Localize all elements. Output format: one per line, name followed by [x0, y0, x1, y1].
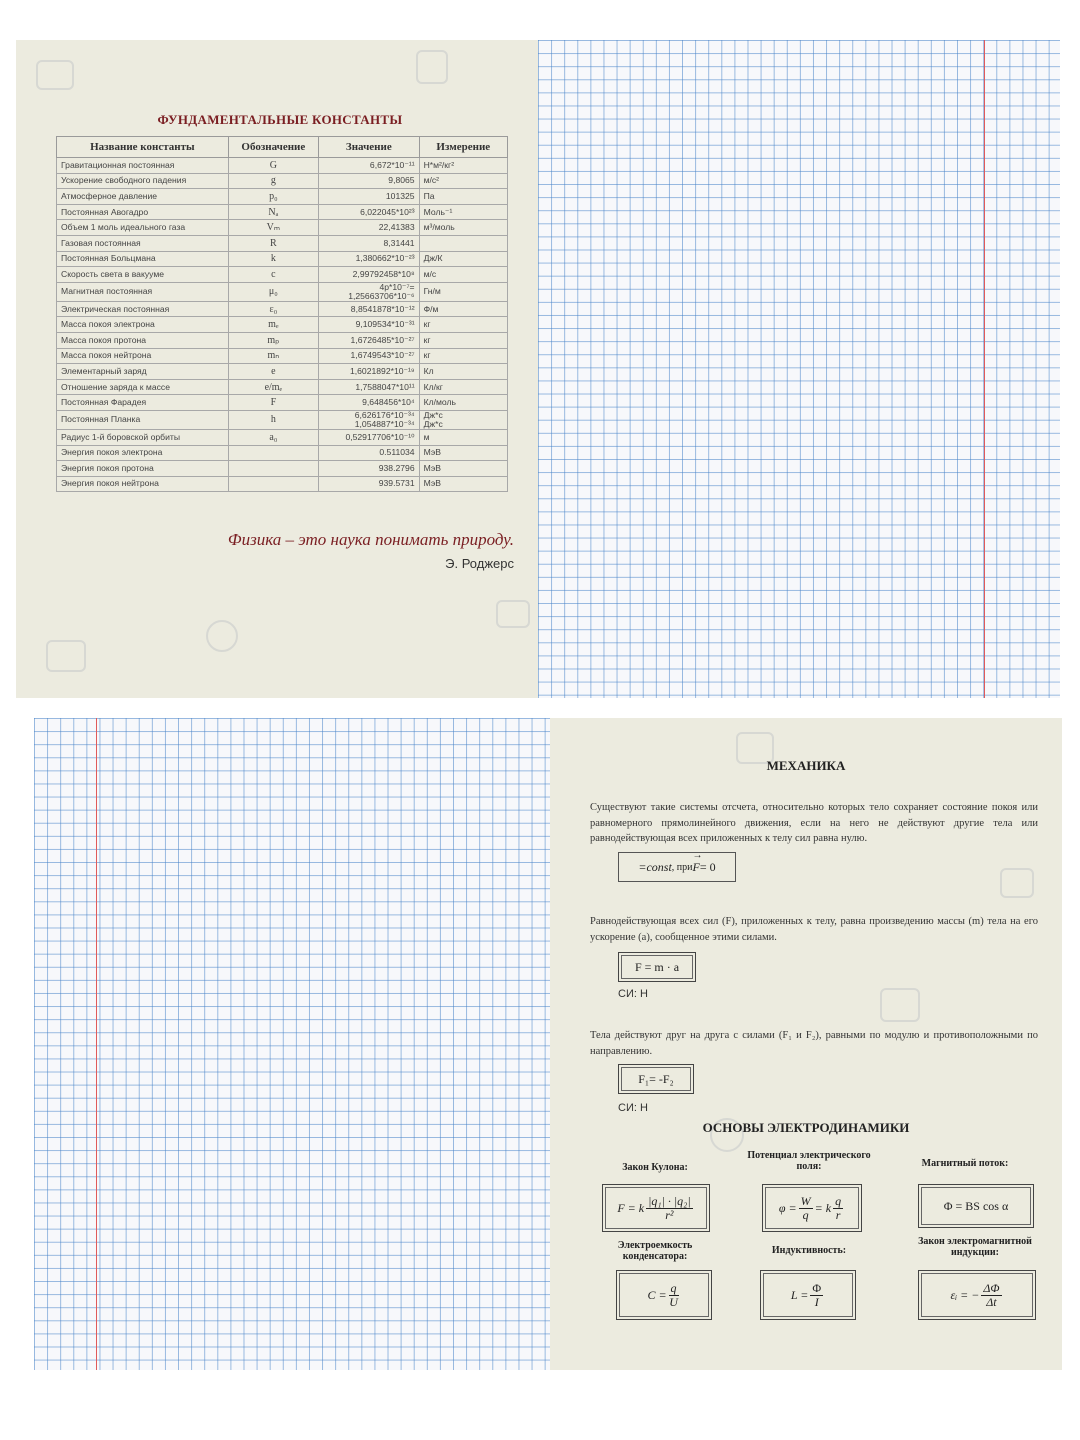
constant-symbol-cell [228, 445, 318, 461]
col-unit-header: Измерение [419, 137, 507, 158]
constant-name-cell: Постоянная Планка [57, 410, 229, 429]
constant-symbol-cell: c [228, 267, 318, 283]
table-row [57, 220, 508, 236]
third-law-si: СИ: Н [618, 1102, 648, 1114]
grid-page-top-right [538, 40, 1060, 698]
constant-unit-cell: Дж*с Дж*с [419, 410, 507, 429]
potential-formula: φ = $\frac{W}{q}$ = k $\frac{q}{r}$ [762, 1184, 862, 1232]
doodle-decoration [496, 600, 530, 628]
formula-force: → F [692, 849, 703, 874]
table-row [57, 364, 508, 380]
constant-symbol-cell: G [228, 158, 318, 174]
constant-unit-cell: Ф/м [419, 301, 507, 317]
table-row [57, 348, 508, 364]
table-row [57, 379, 508, 395]
table-header-row [57, 137, 508, 158]
constant-value-cell: 938.2796 [319, 461, 420, 477]
constant-symbol-cell: k [228, 251, 318, 267]
table-row [57, 461, 508, 477]
constant-value-cell: 1,380662*10⁻²³ [319, 251, 420, 267]
constant-unit-cell: МэВ [419, 445, 507, 461]
second-law-text: Равнодействующая всех сил (F), приложенных к телу, равна произведению массы (m) тела на его ускорение (a), сообщенное этими силами. [590, 916, 1038, 943]
constant-name-cell: Радиус 1-й боровской орбиты [57, 429, 229, 445]
doodle-decoration [206, 620, 238, 652]
constant-value-cell: 9,109534*10⁻³¹ [319, 317, 420, 333]
constant-symbol-cell: μ₀ [228, 282, 318, 301]
constant-value-cell: 1,6021892*10⁻¹⁹ [319, 364, 420, 380]
constant-unit-cell: кг [419, 332, 507, 348]
constant-value-cell: 101325 [319, 189, 420, 205]
coulomb-label: Закон Кулона: [622, 1162, 688, 1173]
constant-symbol-cell: h [228, 410, 318, 429]
constant-value-cell: 1,7588047*10¹¹ [319, 379, 420, 395]
constant-name-cell: Постоянная Авогадро [57, 204, 229, 220]
table-row [57, 282, 508, 301]
constant-symbol-cell: F [228, 395, 318, 411]
constant-name-cell: Атмосферное давление [57, 189, 229, 205]
constant-value-cell: 4p*10⁻⁷= 1,25663706*10⁻⁶ [319, 282, 420, 301]
induction-label: Закон электромагнитной индукции: [918, 1236, 1032, 1258]
formula-cond: , при [671, 861, 693, 873]
table-row [57, 317, 508, 333]
first-law-formula [618, 849, 736, 882]
table-row [57, 332, 508, 348]
margin-line [96, 718, 97, 1370]
constant-unit-cell: Кл/кг [419, 379, 507, 395]
grid-page-bottom-left [34, 718, 550, 1370]
table-row [57, 476, 508, 492]
constant-unit-cell: Моль⁻¹ [419, 204, 507, 220]
constant-symbol-cell: g [228, 173, 318, 189]
table-row [57, 204, 508, 220]
constant-symbol-cell: e [228, 364, 318, 380]
formula-zero: = 0 [699, 859, 716, 874]
constant-symbol-cell: R [228, 235, 318, 251]
constant-name-cell: Масса покоя электрона [57, 317, 229, 333]
constant-symbol-cell [228, 461, 318, 477]
constant-name-cell: Магнитная постоянная [57, 282, 229, 301]
constant-name-cell: Энергия покоя электрона [57, 445, 229, 461]
doodle-decoration [36, 60, 74, 90]
constant-name-cell: Гравитационная постоянная [57, 158, 229, 174]
table-row [57, 429, 508, 445]
constant-symbol-cell: mₙ [228, 348, 318, 364]
inductance-formula: L = $\frac{\Phi}{I}$ [760, 1270, 856, 1320]
constant-symbol-cell [228, 476, 318, 492]
constant-unit-cell: Кл/моль [419, 395, 507, 411]
constant-unit-cell: кг [419, 317, 507, 333]
constant-value-cell: 8,31441 [319, 235, 420, 251]
induction-formula: εᵢ = − $\frac{\Delta\Phi}{\Delta t}$ [918, 1270, 1036, 1320]
constant-unit-cell: Гн/м [419, 282, 507, 301]
constant-value-cell: 9,648456*10⁴ [319, 395, 420, 411]
constant-name-cell: Ускорение свободного падения [57, 173, 229, 189]
doodle-decoration [880, 988, 920, 1022]
constant-name-cell: Газовая постоянная [57, 235, 229, 251]
constant-unit-cell [419, 235, 507, 251]
constant-unit-cell: м³/моль [419, 220, 507, 236]
quote-author: Э. Роджерс [445, 556, 514, 571]
table-row [57, 173, 508, 189]
constant-symbol-cell: mₑ [228, 317, 318, 333]
table-row [57, 189, 508, 205]
constant-unit-cell: МэВ [419, 461, 507, 477]
quote: Физика – это наука понимать природу. [227, 530, 514, 549]
constant-value-cell: 22,41383 [319, 220, 420, 236]
third-law-text: Тела действуют друг на друга с силами (F₁ и F₂), равными по модулю и противоположными по направлению. [590, 1030, 1038, 1057]
doodle-decoration [416, 50, 448, 84]
constant-name-cell: Элементарный заряд [57, 364, 229, 380]
constant-value-cell: 6,022045*10²³ [319, 204, 420, 220]
constant-unit-cell: кг [419, 348, 507, 364]
constant-unit-cell: м/с [419, 267, 507, 283]
doodle-decoration [46, 640, 86, 672]
constant-unit-cell: Дж/К [419, 251, 507, 267]
table-row [57, 445, 508, 461]
constant-unit-cell: Кл [419, 364, 507, 380]
constant-unit-cell: МэВ [419, 476, 507, 492]
doodle-decoration [1000, 868, 1034, 898]
constant-value-cell: 9,8065 [319, 173, 420, 189]
table-row [57, 267, 508, 283]
constant-value-cell: 0,52917706*10⁻¹⁰ [319, 429, 420, 445]
coulomb-formula: F = k $\frac{\text{|q₁| · |q₂|}}{\text{r²}}$ [602, 1184, 710, 1232]
constant-unit-cell: Н*м²/кг² [419, 158, 507, 174]
constant-value-cell: 6,626176*10⁻³⁴ 1,054887*10⁻³⁴ [319, 410, 420, 429]
flux-formula: Φ = BS cos α [918, 1184, 1034, 1228]
second-law-si: СИ: Н [618, 988, 648, 1000]
capacitance-formula: C = $\frac{q}{U}$ [616, 1270, 712, 1320]
constant-name-cell: Скорость света в вакууме [57, 267, 229, 283]
mechanics-page [550, 718, 1062, 1370]
constant-unit-cell: м [419, 429, 507, 445]
table-row [57, 301, 508, 317]
constant-name-cell: Энергия покоя протона [57, 461, 229, 477]
constant-name-cell: Масса покоя протона [57, 332, 229, 348]
constant-name-cell: Масса покоя нейтрона [57, 348, 229, 364]
constants-page [16, 40, 544, 698]
constant-symbol-cell: mₚ [228, 332, 318, 348]
constant-value-cell: 6,672*10⁻¹¹ [319, 158, 420, 174]
col-name-header: Название константы [57, 137, 229, 158]
second-law-formula: F = m · a [618, 952, 696, 982]
constant-name-cell: Объем 1 моль идеального газа [57, 220, 229, 236]
constant-value-cell: 1,6726485*10⁻²⁷ [319, 332, 420, 348]
col-value-header: Значение [319, 137, 420, 158]
constant-symbol-cell: Nₐ [228, 204, 318, 220]
inductance-label: Индуктивность: [771, 1245, 847, 1256]
col-symbol-header: Обозначение [228, 137, 318, 158]
potential-label: Потенциал электрического поля: [747, 1150, 871, 1172]
third-law-formula: F₁= -F₂ [618, 1064, 694, 1094]
capacitance-label: Электроемкость конденсатора: [617, 1240, 693, 1262]
mechanics-title: МЕХАНИКА [766, 758, 846, 773]
constant-value-cell: 8,8541878*10⁻¹² [319, 301, 420, 317]
constant-name-cell: Постоянная Фарадея [57, 395, 229, 411]
constants-table [56, 136, 508, 492]
margin-line [984, 40, 985, 698]
constant-symbol-cell: e/mₑ [228, 379, 318, 395]
table-row [57, 395, 508, 411]
constant-unit-cell: Па [419, 189, 507, 205]
table-row [57, 410, 508, 429]
constants-title: ФУНДАМЕНТАЛЬНЫЕ КОНСТАНТЫ [157, 112, 403, 127]
constant-value-cell: 2,99792458*10⁸ [319, 267, 420, 283]
constant-name-cell: Постоянная Больцмана [57, 251, 229, 267]
constant-value-cell: 939.5731 [319, 476, 420, 492]
constant-symbol-cell: p₀ [228, 189, 318, 205]
flux-label: Магнитный поток: [921, 1158, 1009, 1169]
constant-symbol-cell: ε₀ [228, 301, 318, 317]
constant-value-cell: 1,6749543*10⁻²⁷ [319, 348, 420, 364]
constant-value-cell: 0.511034 [319, 445, 420, 461]
constant-name-cell: Электрическая постоянная [57, 301, 229, 317]
constant-symbol-cell: Vₘ [228, 220, 318, 236]
formula-const: =const [638, 859, 672, 874]
table-row [57, 251, 508, 267]
first-law-text: Существуют такие системы отсчета, относительно которых тело сохраняет состояние покоя или равномерного прямолинейного движения, если на него не действуют другие тела или равнодействующая всех приложенных к телу сил равна нулю. [590, 802, 1038, 844]
table-row [57, 235, 508, 251]
table-row [57, 158, 508, 174]
constant-unit-cell: м/с² [419, 173, 507, 189]
electro-title: ОСНОВЫ ЭЛЕКТРОДИНАМИКИ [702, 1120, 910, 1135]
constant-name-cell: Энергия покоя нейтрона [57, 476, 229, 492]
constants-table-body [57, 158, 508, 492]
constant-name-cell: Отношение заряда к массе [57, 379, 229, 395]
constant-symbol-cell: a₀ [228, 429, 318, 445]
